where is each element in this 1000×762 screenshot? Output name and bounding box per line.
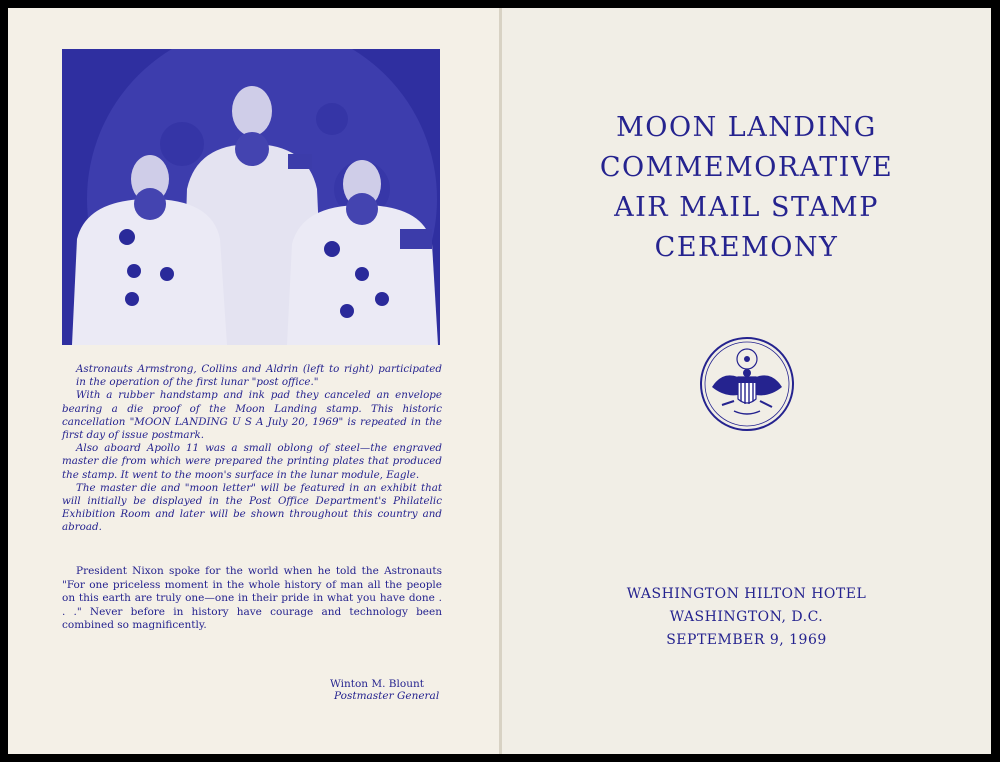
title-line: AIR MAIL STAMP: [614, 192, 879, 223]
signature-title: Postmaster General: [334, 690, 440, 702]
great-seal-icon: [698, 335, 796, 433]
signature-block: [326, 678, 446, 702]
astronauts-photo: [62, 49, 440, 345]
quote-paragraph: President Nixon spoke for the world when he told the Astronauts "For one priceless moment in the whole history of man all the people on this earth are truly one—one in their pride in what you have done . . ." Never before in history have courage and technology been combined so magnificently.: [62, 565, 442, 632]
venue-block: [502, 583, 991, 652]
title-line: COMMEMORATIVE: [599, 152, 894, 183]
ceremony-title: [502, 108, 991, 268]
venue-hotel: WASHINGTON HILTON HOTEL: [626, 586, 867, 602]
left-page: [8, 8, 499, 754]
caption-paragraph: Also aboard Apollo 11 was a small oblong of steel—the engraved master die from which were prepared the printing plates that produced the stamp. It went to the moon's surface in the lunar module, Eagle.: [62, 442, 442, 481]
title-line: CEREMONY: [654, 232, 839, 263]
nixon-quote: [62, 565, 442, 633]
venue-date: SEPTEMBER 9, 1969: [666, 632, 827, 648]
venue-city: WASHINGTON, D.C.: [669, 609, 824, 625]
astronauts-illustration: [62, 49, 440, 345]
caption-paragraph: Astronauts Armstrong, Collins and Aldrin (left to right) participated in the operation of the first lunar "post office.": [76, 363, 442, 389]
caption-paragraph: The master die and "moon letter" will be featured in an exhibit that will initially be displayed in the Post Office Department's Philatelic Exhibition Room and later will be shown throughout this country and abroad.: [62, 481, 442, 534]
title-line: MOON LANDING: [616, 112, 877, 143]
signature-name: Winton M. Blount: [330, 678, 424, 690]
photo-caption: [62, 363, 442, 535]
right-page: [502, 8, 991, 754]
caption-paragraph: With a rubber handstamp and ink pad they canceled an envelope bearing a die proof of the Moon Landing stamp. This historic cancellation "MOON LANDING U S A July 20, 1969" is repeated in the first day of issue postmark.: [62, 389, 442, 442]
